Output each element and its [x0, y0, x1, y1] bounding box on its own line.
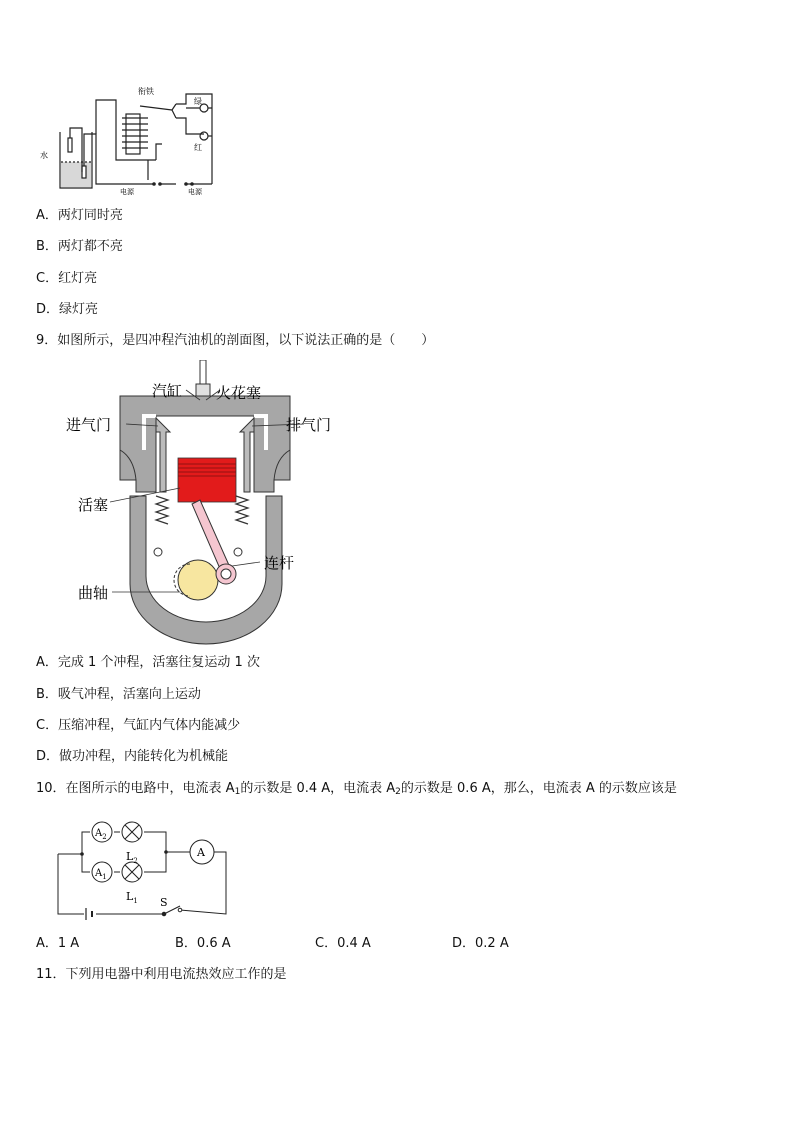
- ammeter-a1-label: $A_1$: [95, 868, 107, 881]
- power-source-2-label: 电源: [188, 188, 202, 196]
- lamp-l2-label: $L_2$: [126, 850, 138, 865]
- q9-option-b: B．吸气冲程，活塞向上运动: [36, 687, 201, 702]
- q10-option-c: C．0.4 A: [315, 936, 371, 951]
- cylinder-label: 汽缸: [152, 382, 183, 400]
- spark-plug-label: 火花塞: [216, 384, 262, 402]
- q8-option-c: C．红灯亮: [36, 271, 98, 286]
- connecting-rod-label: 连杆: [264, 554, 295, 572]
- switch-s-label: S: [160, 896, 168, 909]
- piston-label: 活塞: [78, 496, 109, 514]
- parallel-circuit-figure: [54, 818, 234, 922]
- ammeter-a-label: A: [197, 846, 205, 859]
- intake-valve-label: 进气门: [66, 416, 112, 434]
- lamp-l1-label: $L_1$: [126, 890, 138, 905]
- q8-option-d: D．绿灯亮: [36, 302, 99, 317]
- q9-stem: 9．如图所示，是四冲程汽油机的剖面图，以下说法正确的是（ ）: [36, 333, 435, 348]
- q10-stem: 10．在图所示的电路中，电流表 $A_1$的示数是 0.4 A，电流表 $A_2$的示数是 0.6 A，那么，电流表 A 的示数应该是: [36, 781, 677, 797]
- power-source-1-label: 电源: [120, 188, 134, 196]
- q10-option-b: B．0.6 A: [175, 936, 231, 951]
- q9-option-d: D．做功冲程，内能转化为机械能: [36, 749, 229, 764]
- water-label: 水: [40, 151, 48, 160]
- red-lamp-label: 红: [194, 143, 202, 152]
- exhaust-valve-label: 排气门: [286, 416, 332, 434]
- green-lamp-label: 绿: [194, 97, 202, 106]
- engine-cross-section-figure: [60, 360, 350, 646]
- q9-option-a: A．完成 1 个冲程，活塞往复运动 1 次: [36, 655, 260, 670]
- q11-stem: 11．下列用电器中利用电流热效应工作的是: [36, 967, 287, 982]
- q8-option-b: B．两灯都不亮: [36, 239, 123, 254]
- q10-option-a: A．1 A: [36, 936, 80, 951]
- armature-label: 衔铁: [138, 87, 154, 96]
- q9-option-c: C．压缩冲程，气缸内气体内能减少: [36, 718, 241, 733]
- relay-circuit-figure: [36, 84, 236, 196]
- q10-option-d: D．0.2 A: [452, 936, 509, 951]
- crankshaft-label: 曲轴: [78, 584, 109, 602]
- ammeter-a2-label: $A_2$: [95, 828, 107, 841]
- q8-option-a: A．两灯同时亮: [36, 208, 123, 223]
